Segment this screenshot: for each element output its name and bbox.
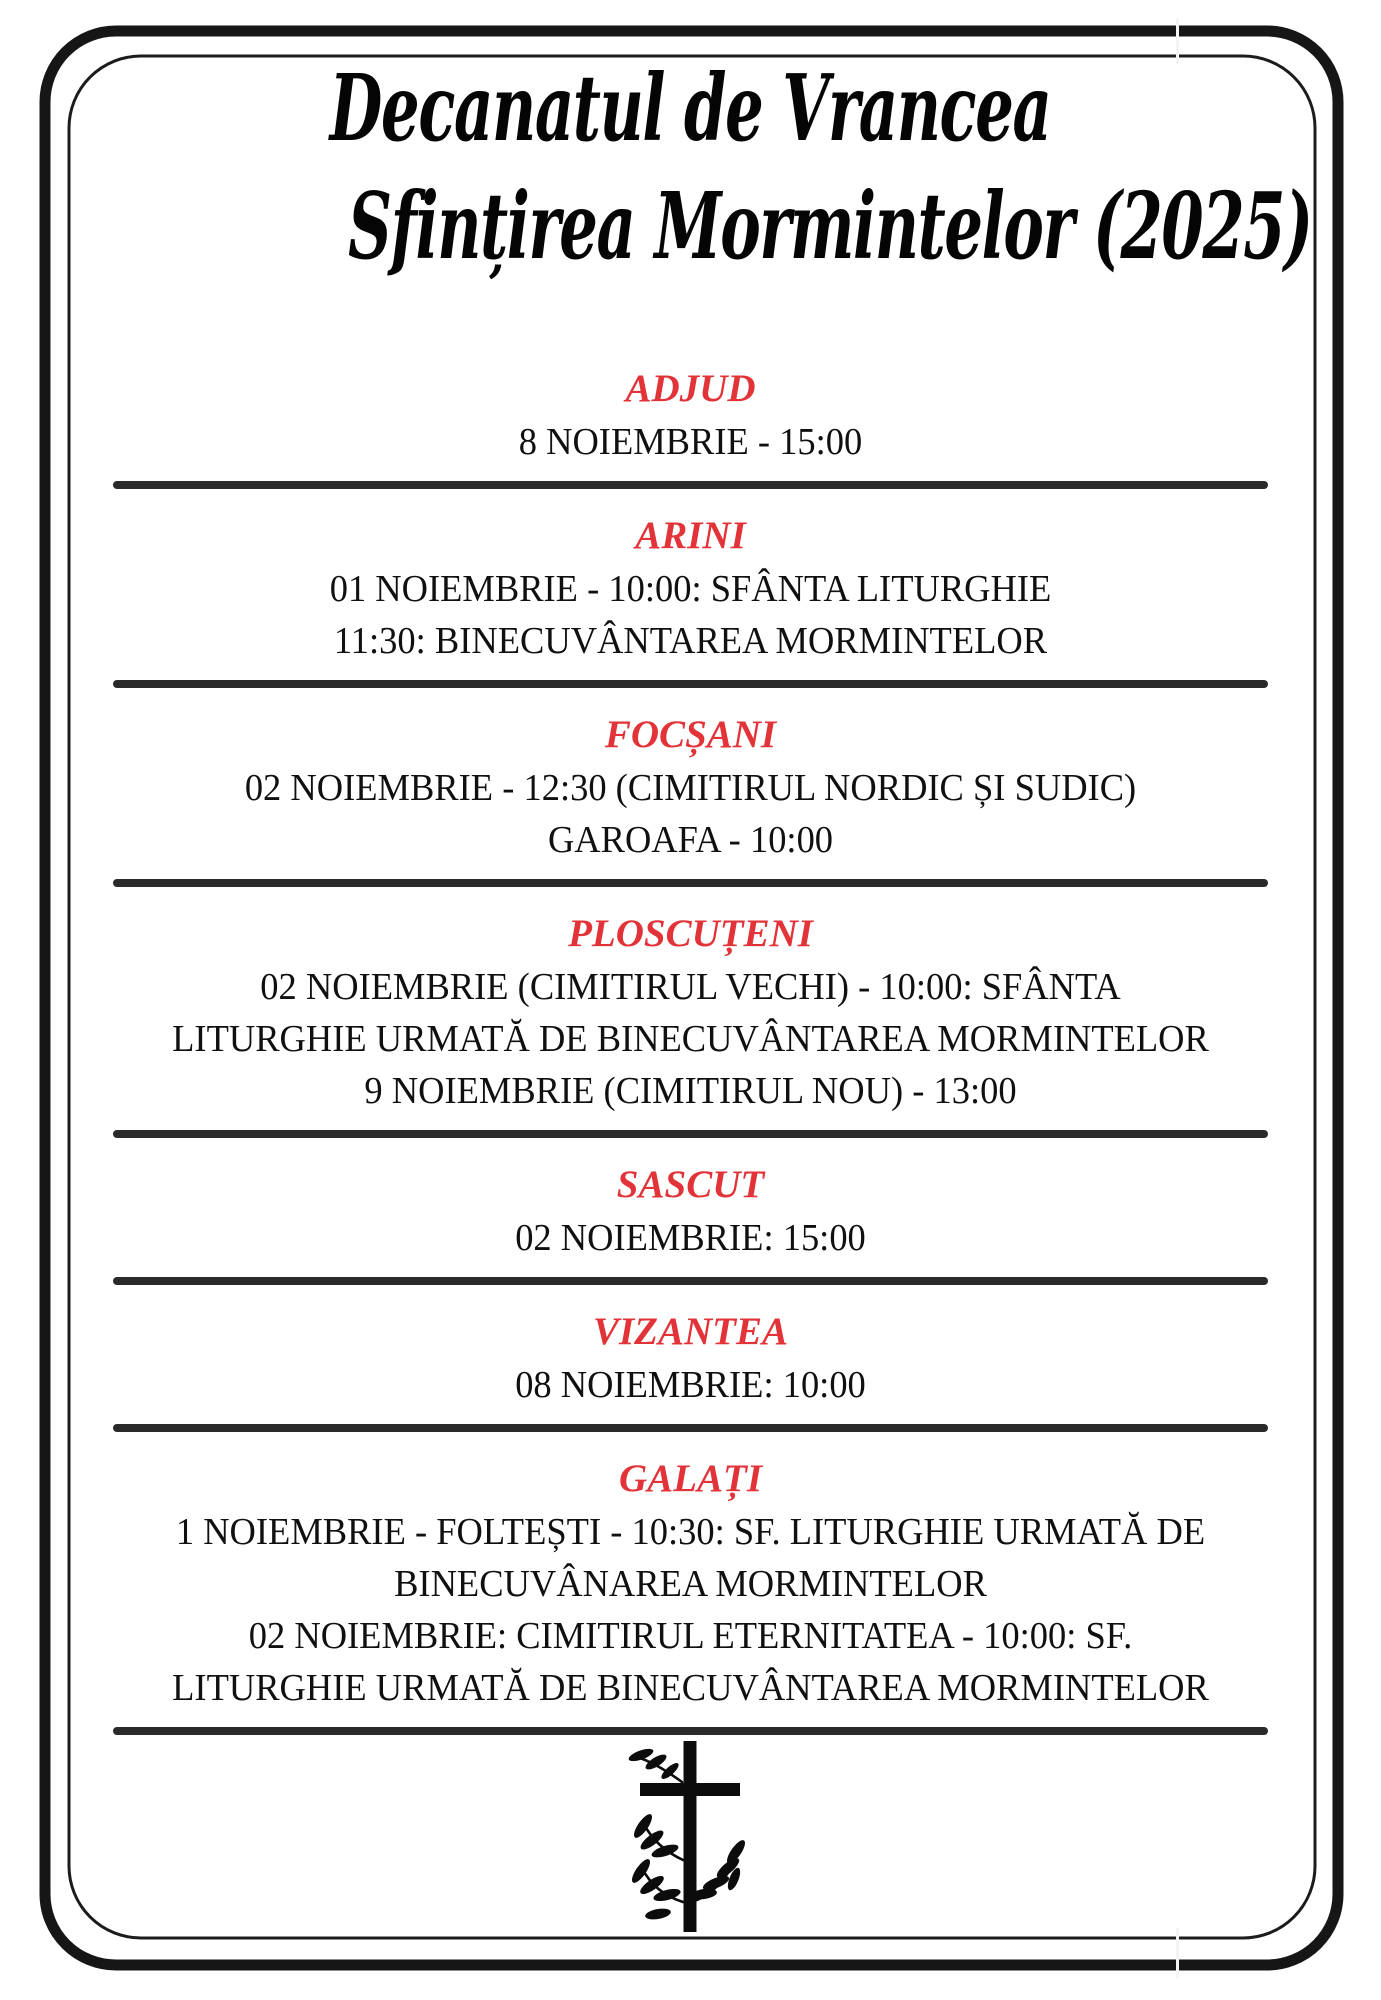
poster-title-line2-text: Sfințirea Mormintelor (2025) [348, 172, 1312, 280]
schedule-line: 02 NOIEMBRIE - 12:30 (CIMITIRUL NORDIC ȘI SUDIC) [244, 767, 1137, 809]
section-focsani [100, 712, 1281, 866]
cross-with-laurel-icon [586, 1738, 796, 1938]
section-divider [113, 1130, 1268, 1138]
schedule-line: LITURGHIE URMATĂ DE BINECUVÂNTAREA MORMINTELOR [172, 1018, 1209, 1060]
schedule-line: 01 NOIEMBRIE - 10:00: SFÂNTA LITURGHIE [329, 568, 1052, 610]
schedule-line: GAROAFA - 10:00 [547, 819, 834, 861]
section-sascut [100, 1162, 1281, 1264]
schedule-line: 11:30: BINECUVÂNTAREA MORMINTELOR [333, 620, 1048, 662]
schedule-line: 1 NOIEMBRIE - FOLTEȘTI - 10:30: SF. LITURGHIE URMATĂ DE [175, 1511, 1206, 1553]
schedule-line: 02 NOIEMBRIE: 15:00 [515, 1217, 866, 1259]
section-divider [113, 680, 1268, 688]
schedule-line: 8 NOIEMBRIE - 15:00 [518, 421, 863, 463]
section-heading: SASCUT [616, 1163, 765, 1206]
schedule-line: 02 NOIEMBRIE: CIMITIRUL ETERNITATEA - 10:00: SF. [248, 1615, 1133, 1657]
section-divider [113, 1424, 1268, 1432]
poster-content [100, 54, 1312, 1735]
scan-artifact-line [1176, 1928, 1179, 1978]
section-heading: ADJUD [625, 367, 756, 410]
poster-title-line1-text: Decanatul de Vrancea [330, 54, 1051, 162]
section-heading: VIZANTEA [592, 1310, 789, 1353]
section-adjud [100, 366, 1281, 468]
schedule-line: 02 NOIEMBRIE (CIMITIRUL VECHI) - 10:00: SFÂNTA [260, 966, 1121, 1008]
poster-title-line2 [100, 170, 1312, 282]
section-ploscuteni [100, 911, 1281, 1117]
section-divider [113, 481, 1268, 489]
schedule-line: LITURGHIE URMATĂ DE BINECUVÂNTAREA MORMINTELOR [172, 1667, 1209, 1709]
section-heading: ARINI [635, 514, 746, 557]
section-heading: PLOSCUȚENI [568, 912, 813, 955]
section-heading: FOCȘANI [604, 713, 777, 756]
schedule-line: BINECUVÂNAREA MORMINTELOR [394, 1563, 987, 1605]
section-heading: GALAȚI [618, 1457, 762, 1500]
schedule-line: 9 NOIEMBRIE (CIMITIRUL NOU) - 13:00 [364, 1070, 1017, 1112]
schedule-line: 08 NOIEMBRIE: 10:00 [515, 1364, 866, 1406]
section-arini [100, 513, 1281, 667]
section-galati [100, 1456, 1281, 1714]
poster-title-line1 [100, 54, 1281, 162]
section-vizantea [100, 1309, 1281, 1411]
section-divider [113, 879, 1268, 887]
section-divider [113, 1277, 1268, 1285]
section-divider [113, 1727, 1268, 1735]
